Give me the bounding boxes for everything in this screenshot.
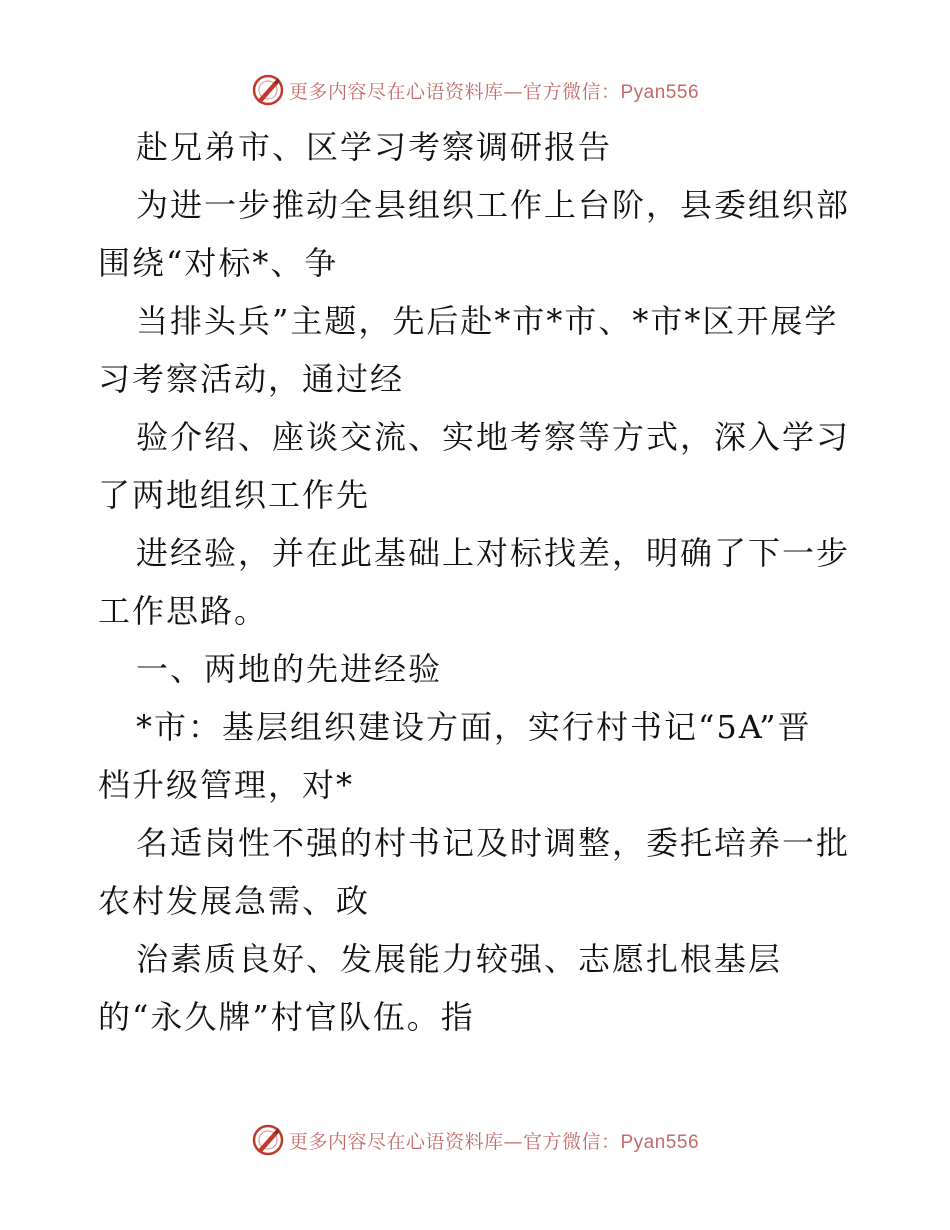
- header-banner-wechat: Pyan556: [620, 81, 700, 103]
- paragraph-line: 档升级管理，对*: [98, 766, 355, 804]
- paragraph-line: 当排头兵”主题，先后赴*市*市、*市*区开展学: [136, 302, 839, 340]
- header-banner-text: [289, 77, 699, 104]
- header-banner-sep: —: [503, 80, 523, 103]
- paragraph-line: 治素质良好、发展能力较强、志愿扎根基层: [136, 940, 783, 978]
- paragraph-line: 围绕“对标*、争: [98, 244, 339, 282]
- section-heading: 一、两地的先进经验: [136, 650, 443, 688]
- header-banner-main: 更多内容尽在心语资料库: [288, 80, 504, 103]
- paragraph-line: 进经验，并在此基础上对标找差，明确了下一步: [136, 534, 851, 572]
- paragraph-line: 工作思路。: [98, 592, 269, 630]
- footer-banner-wechat: Pyan556: [620, 1131, 700, 1153]
- footer-banner-official: 官方微信：: [522, 1130, 621, 1153]
- header-banner-official: 官方微信：: [522, 80, 621, 103]
- paragraph-line: 了两地组织工作先: [98, 476, 371, 514]
- footer-banner: [0, 1120, 950, 1160]
- paragraph-line: 验介绍、座谈交流、实地考察等方式，深入学习: [136, 418, 851, 456]
- paragraph-line: 名适岗性不强的村书记及时调整，委托培养一批: [136, 824, 851, 862]
- paragraph-line: 为进一步推动全县组织工作上台阶，县委组织部: [136, 186, 851, 224]
- document-body: [98, 118, 858, 1046]
- header-banner: [0, 70, 950, 110]
- paragraph-line: 习考察活动，通过经: [98, 360, 405, 398]
- paragraph-line: *市：基层组织建设方面，实行村书记“5A”晋: [136, 708, 812, 746]
- footer-banner-main: 更多内容尽在心语资料库: [288, 1130, 504, 1153]
- seal-pen-logo-icon: [251, 73, 285, 107]
- footer-banner-text: [289, 1127, 699, 1154]
- footer-banner-sep: —: [503, 1130, 523, 1153]
- document-title: 赴兄弟市、区学习考察调研报告: [136, 128, 613, 166]
- paragraph-line: 农村发展急需、政: [98, 882, 371, 920]
- seal-pen-logo-icon: [251, 1123, 285, 1157]
- paragraph-line: 的“永久牌”村官队伍。指: [98, 998, 475, 1036]
